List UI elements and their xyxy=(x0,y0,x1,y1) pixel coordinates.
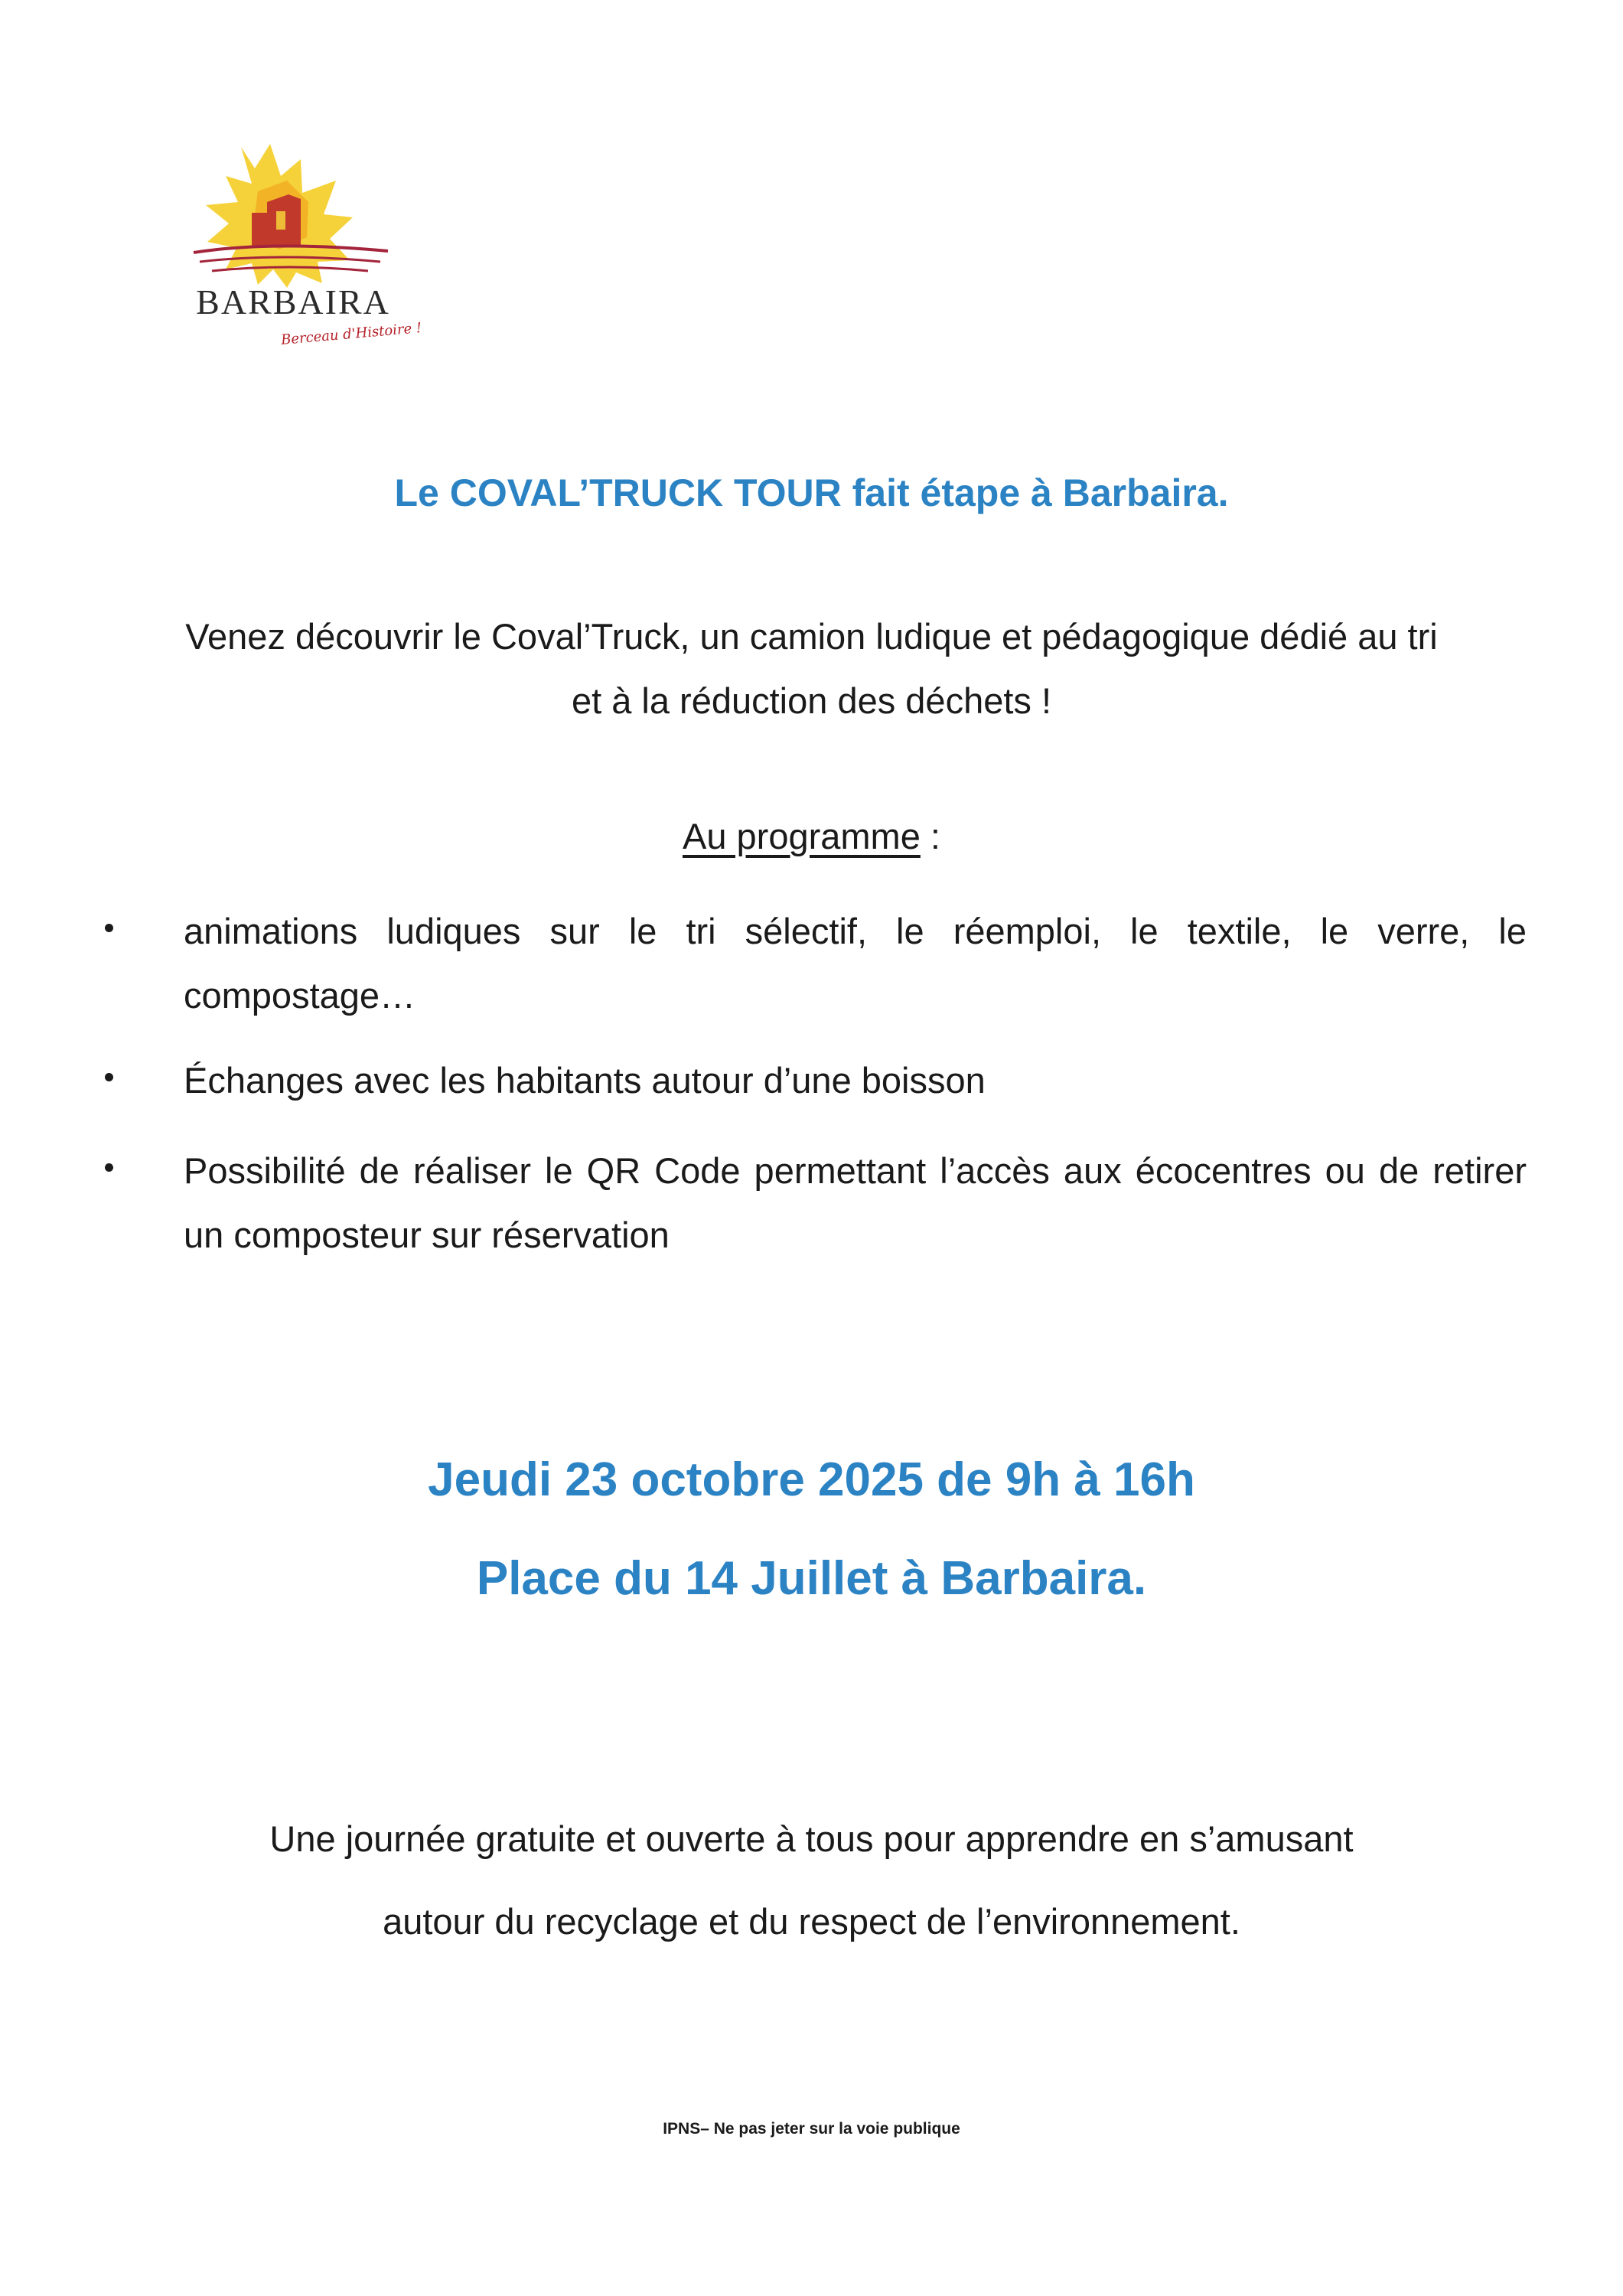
intro-line-1: Venez découvrir le Coval’Truck, un camion ludique et pédagogique dédié au tri xyxy=(185,616,1438,657)
program-item-text: animations ludiques sur le tri sélectif, le réemploi, le textile, le verre, le compostage… xyxy=(184,911,1527,1016)
program-heading xyxy=(0,815,1623,857)
program-heading-colon: : xyxy=(920,816,940,856)
bullet-dot-icon xyxy=(105,924,113,932)
vine-leaf-ruin-icon xyxy=(172,138,409,291)
ruin-window xyxy=(276,211,285,230)
barbaira-logo xyxy=(172,138,422,352)
closing-line-1: Une journée gratuite et ouverte à tous pour apprendre en s’amusant xyxy=(269,1818,1354,1859)
footer-notice: IPNS– Ne pas jeter sur la voie publique xyxy=(663,2120,960,2138)
logo-tagline: Berceau d'Histoire ! xyxy=(280,320,422,349)
bullet-dot-icon xyxy=(105,1073,113,1081)
event-place: Place du 14 Juillet à Barbaira. xyxy=(476,1552,1147,1605)
program-heading-label: Au programme xyxy=(683,816,921,856)
bullet-dot-icon xyxy=(105,1163,113,1172)
program-item-text: Échanges avec les habitants autour d’une boisson xyxy=(184,1060,986,1101)
intro-paragraph xyxy=(107,605,1516,733)
closing-line-2: autour du recyclage et du respect de l’environnement. xyxy=(383,1901,1240,1942)
page-title: Le COVAL’TRUCK TOUR fait étape à Barbaira. xyxy=(394,471,1229,514)
program-item-text: Possibilité de réaliser le QR Code permettant l’accès aux écocentres ou de retirer un composteur sur réservation xyxy=(184,1150,1527,1255)
event-date: Jeudi 23 octobre 2025 de 9h à 16h xyxy=(428,1453,1195,1506)
logo-name: BARBAIRA xyxy=(196,282,390,321)
intro-line-2: et à la réduction des déchets ! xyxy=(571,680,1052,721)
